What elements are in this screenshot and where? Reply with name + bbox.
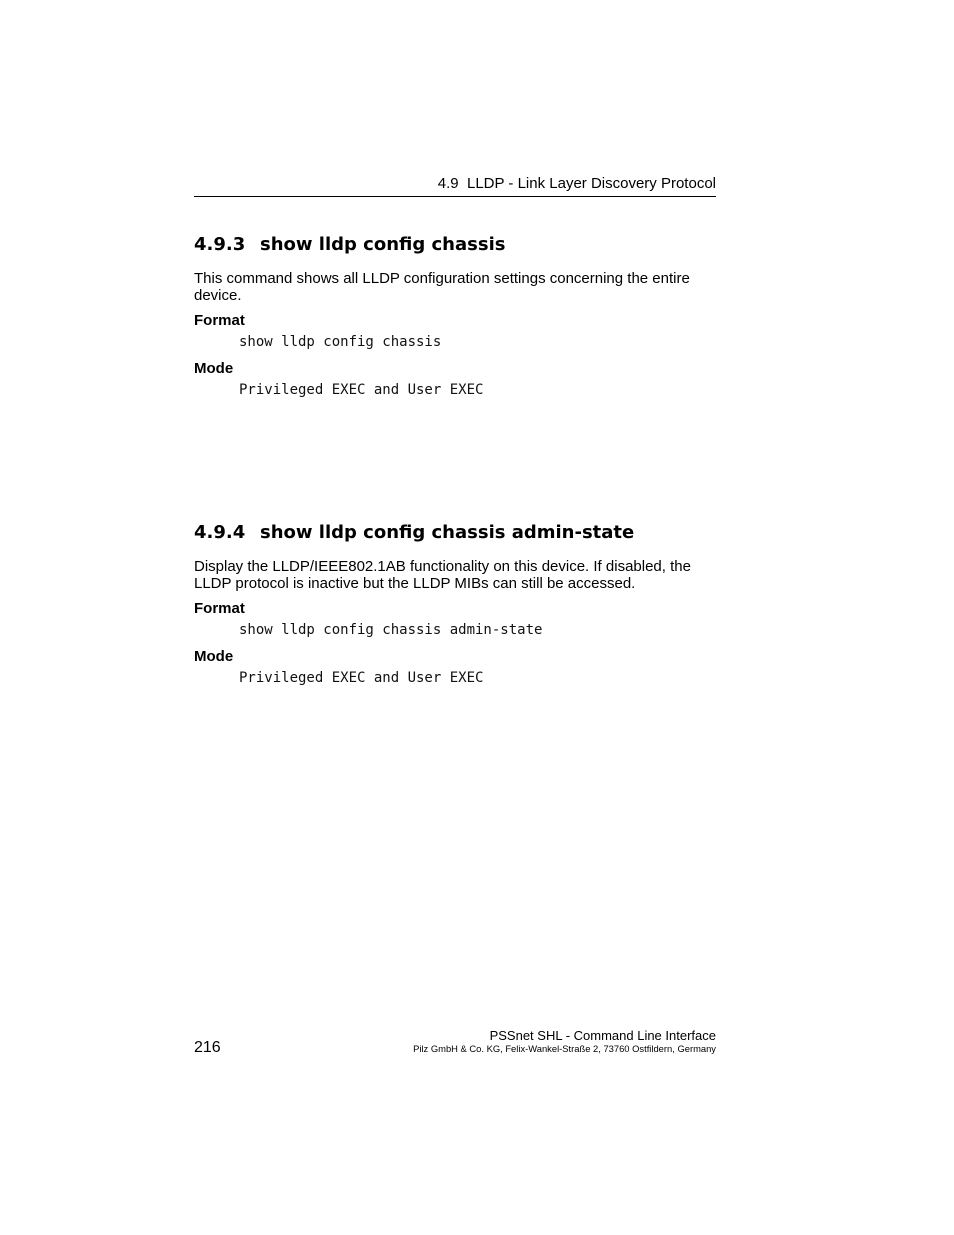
section-show-lldp-config-chassis (194, 233, 716, 399)
section-number: 4.9.3 (194, 234, 246, 255)
running-header (194, 175, 716, 193)
page-number: 216 (194, 1039, 221, 1056)
footer-company-address: Pilz GmbH & Co. KG, Felix-Wankel-Straße 2, 73760 Ostfildern, Germany (413, 1043, 716, 1054)
section-description (194, 558, 716, 592)
section-description (194, 270, 716, 304)
format-label: Format (194, 312, 245, 329)
description-line: LLDP protocol is inactive but the LLDP MIBs can still be accessed. (194, 575, 636, 592)
section-title: show lldp config chassis admin-state (260, 522, 635, 543)
format-code: show lldp config chassis admin-state (239, 622, 543, 638)
header-rule (194, 196, 716, 197)
section-title: show lldp config chassis (260, 234, 506, 255)
running-header-section-number: 4.9 (437, 175, 459, 192)
description-line: This command shows all LLDP configuration settings concerning the entire (194, 270, 690, 287)
format-label: Format (194, 600, 245, 617)
mode-label: Mode (194, 648, 234, 665)
footer-document-title: PSSnet SHL - Command Line Interface (489, 1028, 716, 1043)
mode-code: Privileged EXEC and User EXEC (239, 382, 484, 398)
mode-code: Privileged EXEC and User EXEC (239, 670, 484, 686)
section-heading (194, 233, 716, 257)
section-number: 4.9.4 (194, 522, 246, 543)
description-line: Display the LLDP/IEEE802.1AB functionality on this device. If disabled, the (194, 558, 691, 575)
description-line: device. (194, 287, 242, 304)
section-show-lldp-config-chassis-admin-state (194, 521, 716, 687)
mode-label: Mode (194, 360, 234, 377)
section-heading (194, 521, 716, 545)
format-code: show lldp config chassis (239, 334, 442, 350)
running-header-title: LLDP - Link Layer Discovery Protocol (467, 175, 716, 192)
